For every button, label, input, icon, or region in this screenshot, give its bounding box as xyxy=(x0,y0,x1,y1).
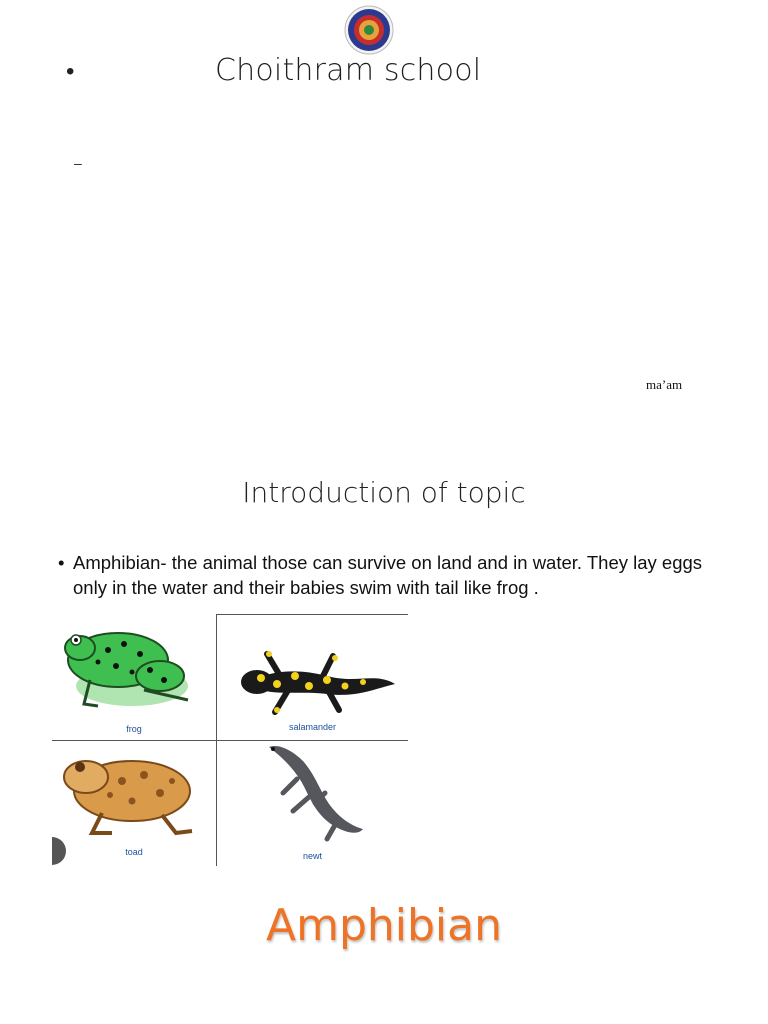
frog-caption: frog xyxy=(126,724,142,734)
amphibian-image-grid xyxy=(52,614,408,866)
dash-marker: – xyxy=(74,155,82,171)
school-title: Choithram school xyxy=(215,53,482,88)
newt-icon xyxy=(217,741,408,847)
title-bullet: • xyxy=(66,58,75,85)
school-logo xyxy=(343,4,395,56)
toad-caption: toad xyxy=(125,847,143,857)
slide-heading: Introduction of topic xyxy=(242,476,526,509)
teacher-name: ma’am xyxy=(646,377,683,392)
intro-text: Amphibian- the animal those can survive on land and in water. They lay eggs only in the water and their babies swim with tail like frog . xyxy=(73,552,703,598)
frog-cell xyxy=(52,614,216,740)
intro-bullet: • xyxy=(58,552,65,573)
salamander-cell xyxy=(217,614,408,740)
newt-caption: newt xyxy=(302,851,322,861)
newt-cell xyxy=(217,741,408,867)
intro-paragraph xyxy=(58,550,718,600)
amphibian-title: Amphibian xyxy=(265,900,502,951)
toad-icon xyxy=(52,741,216,846)
frog-icon xyxy=(52,614,216,724)
salamander-caption: salamander xyxy=(288,722,337,732)
toad-cell xyxy=(52,741,216,867)
salamander-icon xyxy=(217,614,408,724)
